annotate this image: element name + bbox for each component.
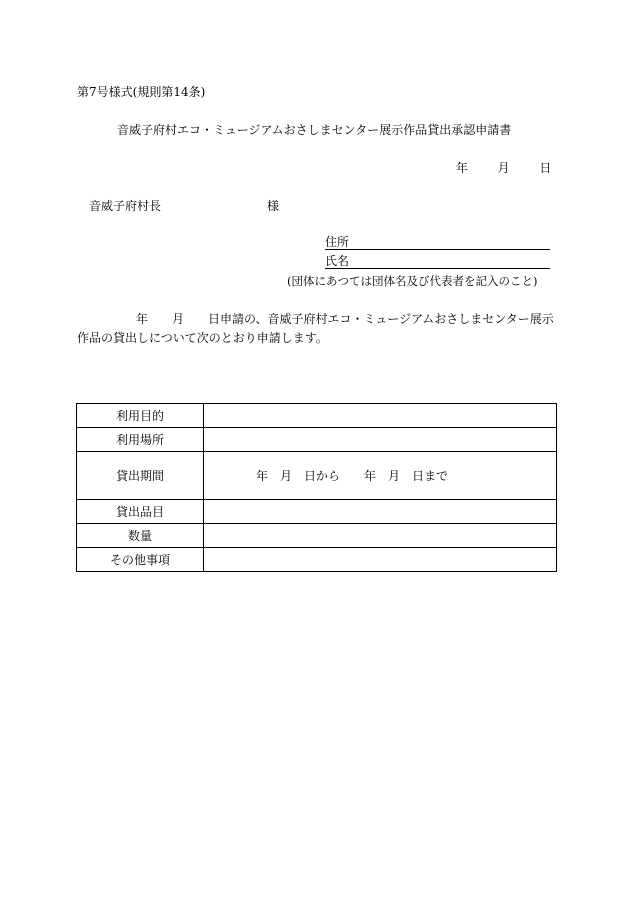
- row-value-period[interactable]: 年 月 日から 年 月 日まで: [204, 452, 557, 500]
- body-text-line2: 作品の貸出しについて次のとおり申請します。: [77, 331, 328, 345]
- body-month-label: 月: [172, 312, 185, 326]
- row-value-purpose[interactable]: [204, 404, 557, 428]
- row-label-items: 貸出品目: [77, 500, 204, 524]
- table-row: [77, 524, 557, 548]
- row-label-quantity: 数量: [77, 524, 204, 548]
- date-month-label: 月: [497, 161, 510, 175]
- row-value-place[interactable]: [204, 428, 557, 452]
- row-value-quantity[interactable]: [204, 524, 557, 548]
- applicant-note: (団体にあつては団体名及び代表者を記入のこと): [287, 274, 538, 288]
- table-row: [77, 404, 557, 428]
- date-year-label: 年: [456, 161, 469, 175]
- applicant-address-label: 住所: [325, 235, 350, 249]
- row-label-place: 利用場所: [77, 428, 204, 452]
- table-row: [77, 428, 557, 452]
- date-line: [456, 161, 551, 175]
- application-table: [76, 403, 557, 572]
- row-value-other[interactable]: [204, 548, 557, 572]
- body-year-label: 年: [136, 312, 149, 326]
- row-label-period: 貸出期間: [77, 452, 204, 500]
- addressee-honorific: 様: [267, 199, 280, 213]
- applicant-name-field[interactable]: [325, 254, 550, 269]
- addressee-name: 音威子府村長: [89, 199, 162, 213]
- row-label-purpose: 利用目的: [77, 404, 204, 428]
- body-line1-rest: 日申請の、音威子府村エコ・ミュージアムおさしまセンター展示: [208, 312, 554, 326]
- applicant-address-field[interactable]: [325, 235, 550, 250]
- form-number: 第7号様式(規則第14条): [77, 85, 206, 99]
- document-title: 音威子府村エコ・ミュージアムおさしまセンター展示作品貸出承認申請書: [117, 123, 512, 137]
- applicant-name-label: 氏名: [325, 254, 350, 268]
- row-label-other: その他事項: [77, 548, 204, 572]
- body-text-line1: [136, 312, 554, 326]
- table-row: [77, 548, 557, 572]
- table-row: [77, 500, 557, 524]
- table-row: [77, 452, 557, 500]
- row-value-items[interactable]: [204, 500, 557, 524]
- date-day-label: 日: [539, 161, 552, 175]
